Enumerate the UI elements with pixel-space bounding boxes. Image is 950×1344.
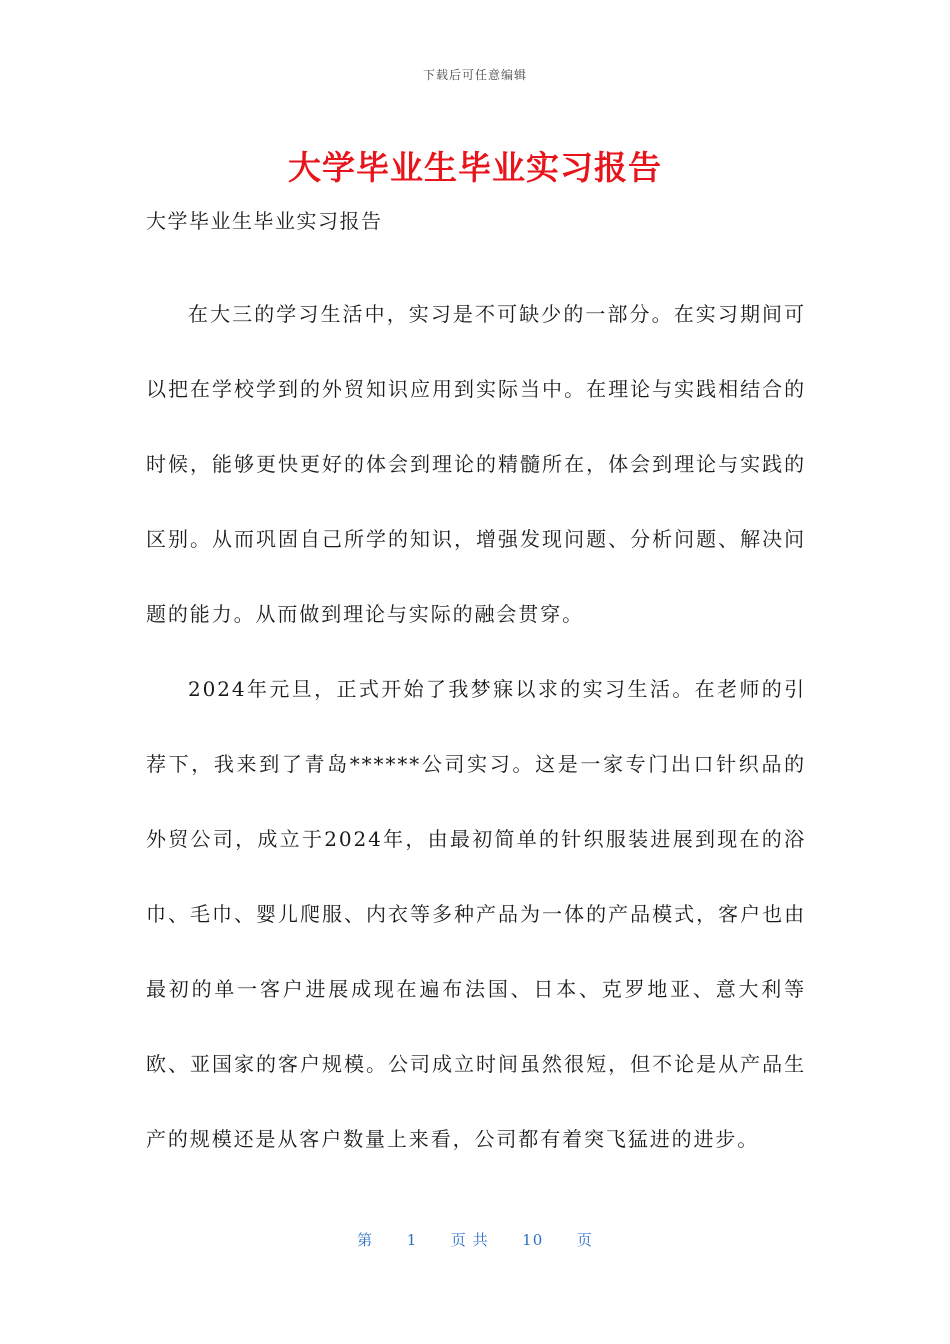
paragraph-1: 在大三的学习生活中，实习是不可缺少的一部分。在实习期间可以把在学校学到的外贸知识应用到实际当中。在理论与实践相结合的时候，能够更快更好的体会到理论的精髓所在，体会到理论与实践的区别。从而巩固自己所学的知识，增强发现问题、分析问题、解决问题的能力。从而做到理论与实际的融会贯穿。 bbox=[146, 302, 806, 626]
page-prefix: 第 bbox=[357, 1231, 374, 1249]
paragraph-2: 2024年元旦，正式开始了我梦寐以求的实习生活。在老师的引荐下，我来到了青岛******公司实习。这是一家专门出口针织品的外贸公司，成立于2024年，由最初简单的针织服装进展到现在的浴巾、毛巾、婴儿爬服、内衣等多种产品为一体的产品模式，客户也由最初的单一客户进展成现在遍布法国、日本、克罗地亚、意大利等欧、亚国家的客户规模。公司成立时间虽然很短，但不论是从产品生产的规模还是从客户数量上来看，公司都有着突飞猛进的进步。 bbox=[146, 677, 806, 1151]
page-mid-label: 页 共 bbox=[450, 1231, 489, 1249]
total-pages-number: 10 bbox=[522, 1231, 544, 1249]
document-body bbox=[146, 202, 806, 1177]
document-subtitle: 大学毕业生毕业实习报告 bbox=[146, 209, 383, 233]
header-note: 下载后可任意编辑 bbox=[422, 68, 527, 82]
page-footer bbox=[0, 1229, 950, 1250]
current-page-number: 1 bbox=[406, 1231, 418, 1249]
document-title: 大学毕业生毕业实习报告 bbox=[288, 148, 662, 187]
page-suffix: 页 bbox=[576, 1231, 593, 1249]
